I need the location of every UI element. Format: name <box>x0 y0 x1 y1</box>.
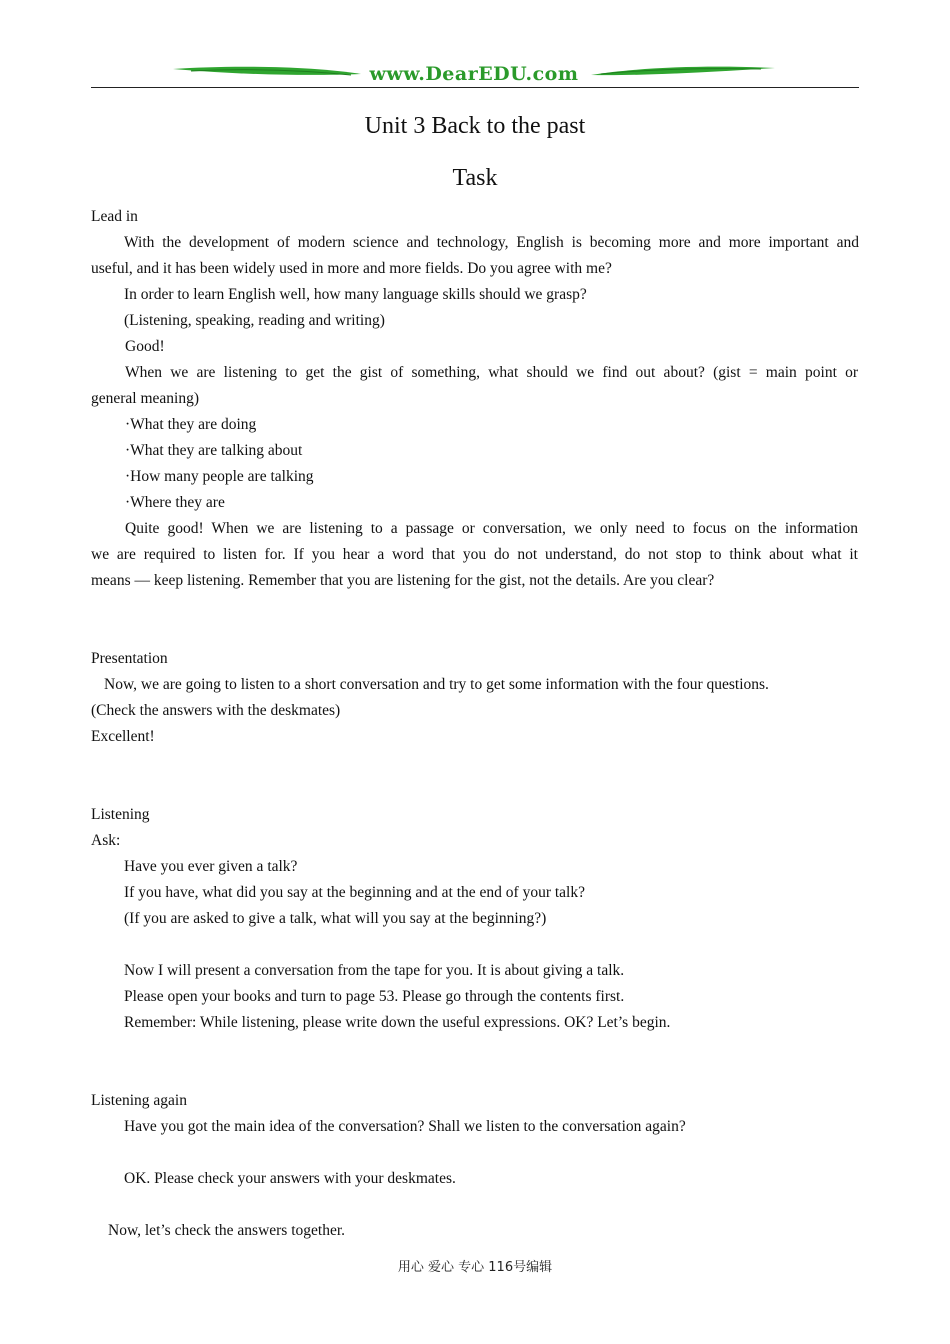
document-subtitle: Task <box>452 165 498 191</box>
lead-in-bullet-1: ·What they are doing <box>125 416 257 433</box>
dearedu-logo-text: www.DearEDU.com <box>369 63 579 85</box>
lead-in-bullet-3: ·How many people are talking <box>125 468 314 485</box>
page-header <box>91 62 859 88</box>
lead-in-paragraph-6-line-1: Quite good! When we are listening to a passage or conversation, we only need to focus on the information <box>125 520 858 537</box>
listening-again-paragraph-2: OK. Please check your answers with your deskmates. <box>124 1170 456 1187</box>
presentation-paragraph-2: (Check the answers with the deskmates) <box>91 702 341 719</box>
listening-again-paragraph-3: Now, let’s check the answers together. <box>108 1222 346 1239</box>
listening-ask-label: Ask: <box>91 832 121 849</box>
lead-in-bullet-2: ·What they are talking about <box>125 442 303 459</box>
presentation-paragraph-3: Excellent! <box>91 728 155 745</box>
presentation-heading: Presentation <box>91 650 168 667</box>
lead-in-paragraph-3: (Listening, speaking, reading and writing) <box>124 312 385 329</box>
listening-heading: Listening <box>91 806 150 823</box>
page-footer: 用心 爱心 专心 116号编辑 <box>397 1260 553 1275</box>
lead-in-paragraph-6-line-3: means — keep listening. Remember that you are listening for the gist, not the details. Are you clear? <box>91 572 715 589</box>
lead-in-paragraph-1-line-1: With the development of modern science and technology, English is becoming more and more important and <box>124 234 859 251</box>
header-rule <box>91 87 859 88</box>
lead-in-paragraph-6-line-2: we are required to listen for. If you hear a word that you do not understand, do not stop to think about what it <box>91 546 858 563</box>
lead-in-paragraph-5-line-1: When we are listening to get the gist of something, what should we find out about? (gist = main point or <box>125 364 858 381</box>
document-title: Unit 3 Back to the past <box>364 113 586 139</box>
listening-again-heading: Listening again <box>91 1092 187 1109</box>
listening-question-3: (If you are asked to give a talk, what will you say at the beginning?) <box>124 910 547 927</box>
listening-question-1: Have you ever given a talk? <box>124 858 298 875</box>
listening-again-paragraph-1: Have you got the main idea of the conversation? Shall we listen to the conversation again? <box>124 1118 686 1135</box>
lead-in-bullet-4: ·Where they are <box>125 494 225 511</box>
lead-in-heading: Lead in <box>91 208 138 225</box>
listening-question-2: If you have, what did you say at the beginning and at the end of your talk? <box>124 884 585 901</box>
lead-in-paragraph-4: Good! <box>125 338 165 355</box>
lead-in-paragraph-1-line-2: useful, and it has been widely used in more and more fields. Do you agree with me? <box>91 260 612 277</box>
listening-paragraph-1: Now I will present a conversation from the tape for you. It is about giving a talk. <box>124 962 625 979</box>
listening-paragraph-3: Remember: While listening, please write down the useful expressions. OK? Let’s begin. <box>124 1014 671 1031</box>
lead-in-paragraph-2: In order to learn English well, how many language skills should we grasp? <box>124 286 587 303</box>
presentation-paragraph-1: Now, we are going to listen to a short conversation and try to get some information with the four questions. <box>104 676 769 693</box>
lead-in-paragraph-5-line-2: general meaning) <box>91 390 200 407</box>
listening-paragraph-2: Please open your books and turn to page 53. Please go through the contents first. <box>124 988 625 1005</box>
